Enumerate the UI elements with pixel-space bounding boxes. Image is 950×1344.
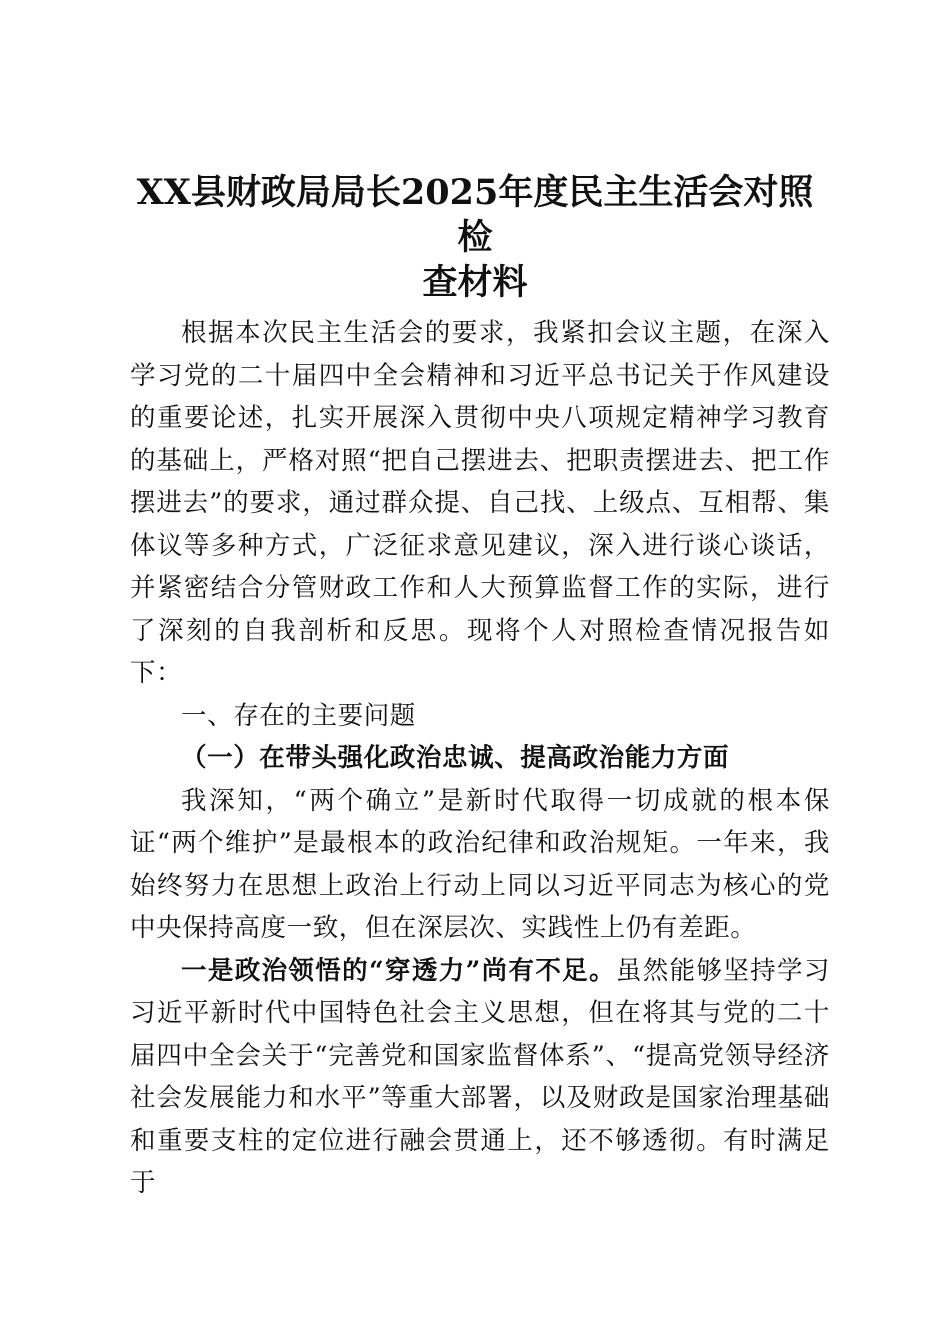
document-title — [120, 170, 830, 305]
intro-paragraph: 根据本次民主生活会的要求，我紧扣会议主题，在深入学习党的二十届四中全会精神和习近平总书记关于作风建设的重要论述，扎实开展深入贯彻中央八项规定精神学习教育的基础上，严格对照“把自己摆进去、把职责摆进去、把工作摆进去”的要求，通过群众提、自己找、上级点、互相帮、集体议等多种方式，广泛征求意见建议，深入进行谈心谈话，并紧密结合分管财政工作和人大预算监督工作的实际，进行了深刻的自我剖析和反思。现将个人对照检查情况报告如下： — [130, 318, 830, 688]
title-line-2: 查材料 — [422, 262, 528, 303]
point-paragraph — [130, 950, 830, 1205]
section-heading: 一、存在的主要问题 — [181, 700, 416, 731]
document-body — [130, 312, 830, 1205]
subsection-heading: （一）在带头强化政治忠诚、提高政治能力方面 — [181, 743, 730, 773]
point-lead: 一是政治领悟的“穿透力”尚有不足。 — [181, 955, 616, 986]
body-paragraph: 我深知，“两个确立”是新时代取得一切成就的根本保证“两个维护”是最根本的政治纪律和政治规矩。一年来，我始终努力在思想上政治上行动上同以习近平同志为核心的党中央保持高度一致，但在深层次、实践性上仍有差距。 — [130, 785, 830, 943]
title-line-1: XX县财政局局长2025年度民主生活会对照检 — [136, 172, 814, 258]
point-text: 虽然能够坚持学习习近平新时代中国特色社会主义思想，但在将其与党的二十届四中全会关于“完善党和国家监督体系”、“提高党领导经济社会发展能力和水平”等重大部署，以及财政是国家治理基础和重要支柱的定位进行融会贯通上，还不够透彻。有时满足于 — [130, 955, 830, 1198]
